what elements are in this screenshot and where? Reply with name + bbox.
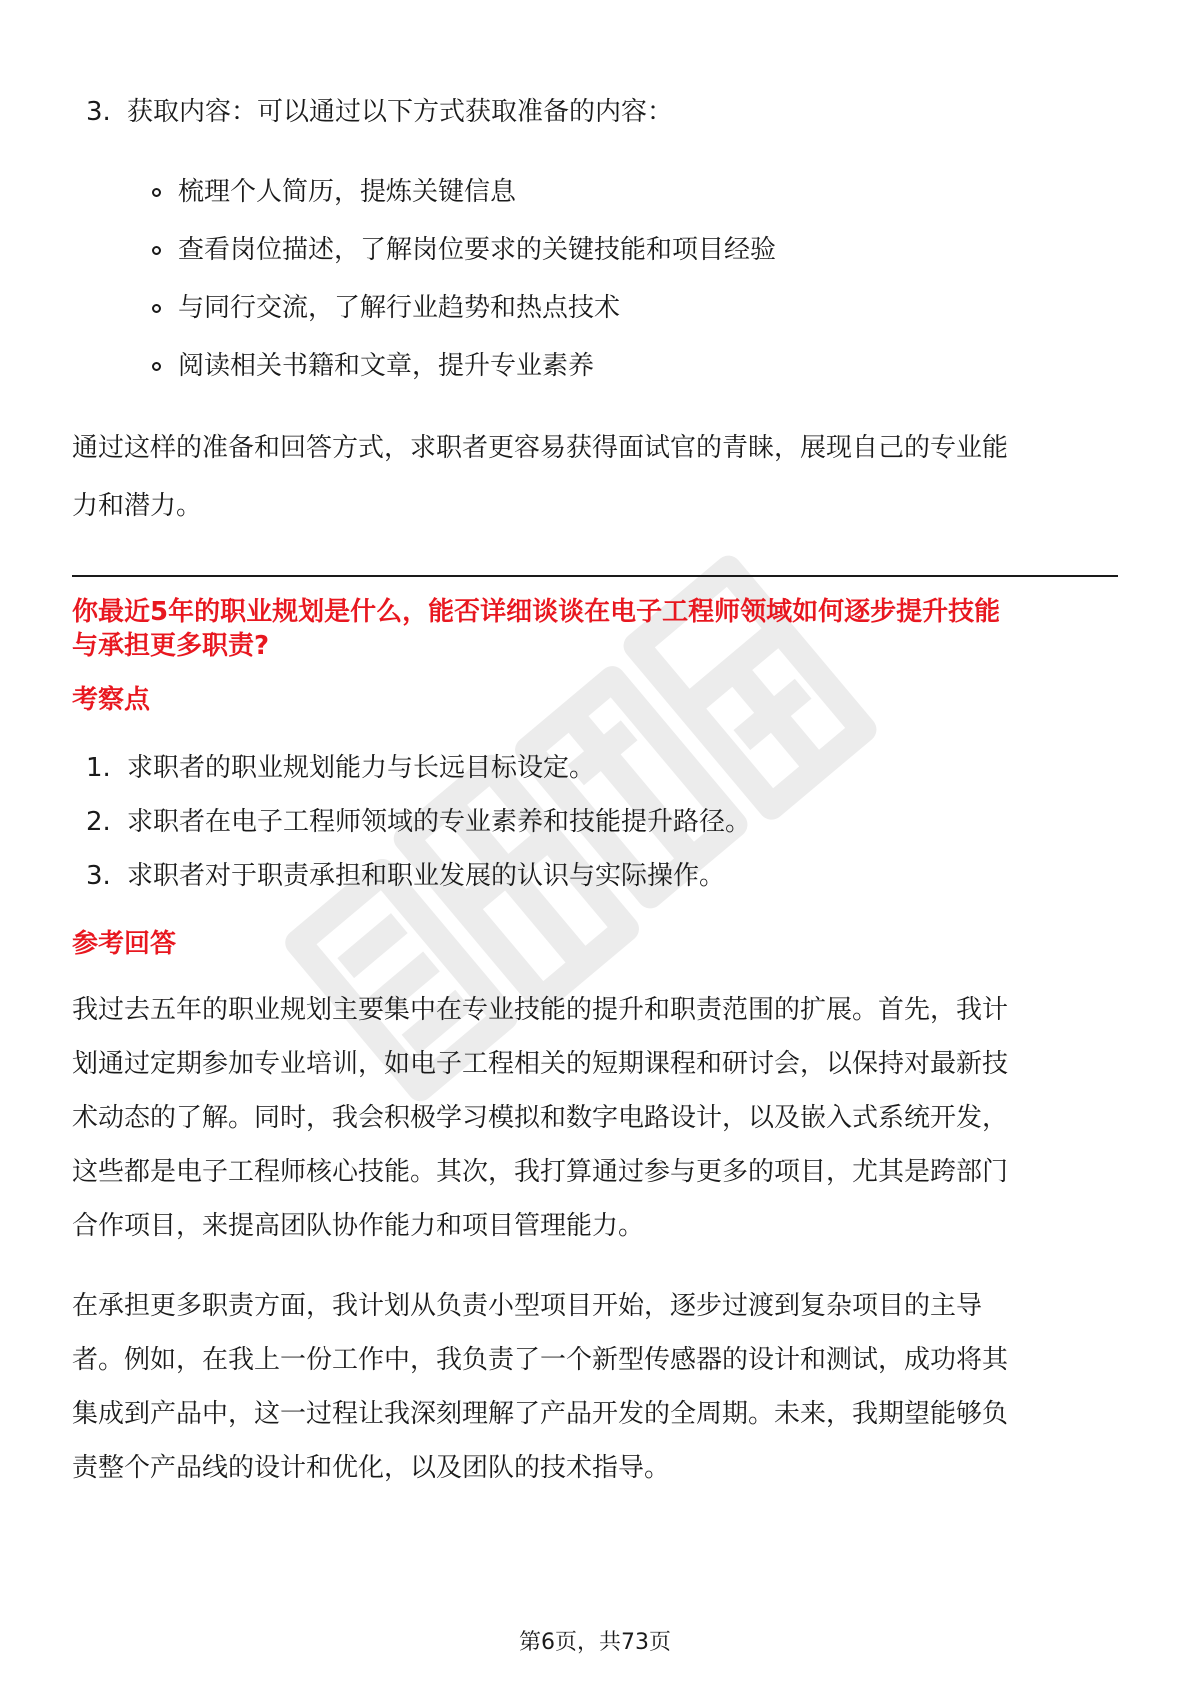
list-item bbox=[72, 795, 1118, 849]
paragraph-line: 合作项目，来提高团队协作能力和项目管理能力。 bbox=[72, 1211, 645, 1241]
paragraph-line: 在承担更多职责方面，我计划从负责小型项目开始，逐步过渡到复杂项目的主导 bbox=[72, 1291, 983, 1321]
hollow-circle-bullet-icon bbox=[152, 188, 161, 197]
page-content bbox=[72, 86, 1118, 1495]
hollow-circle-bullet-icon bbox=[152, 362, 161, 371]
answer-heading: 参考回答 bbox=[72, 929, 177, 959]
list-item bbox=[72, 86, 1118, 138]
points-list bbox=[72, 741, 1118, 903]
bullet-item bbox=[72, 163, 1118, 221]
paragraph-line: 通过这样的准备和回答方式，求职者更容易获得面试官的青睐，展现自己的专业能 bbox=[72, 433, 1009, 463]
answer-paragraph bbox=[72, 983, 1118, 1253]
paragraph-line: 术动态的了解。同时，我会积极学习模拟和数字电路设计，以及嵌入式系统开发， bbox=[72, 1103, 1009, 1133]
hollow-circle-bullet-icon bbox=[152, 246, 161, 255]
list-item bbox=[72, 849, 1118, 903]
top-numbered-list bbox=[72, 86, 1118, 138]
list-item-text: 求职者对于职责承担和职业发展的认识与实际操作。 bbox=[127, 861, 726, 891]
list-item-text: 求职者在电子工程师领域的专业素养和技能提升路径。 bbox=[127, 807, 752, 837]
list-number: 3. bbox=[86, 861, 111, 891]
paragraph-line: 我过去五年的职业规划主要集中在专业技能的提升和职责范围的扩展。首先，我计 bbox=[72, 995, 1009, 1025]
paragraph-line: 集成到产品中，这一过程让我深刻理解了产品开发的全周期。未来，我期望能够负 bbox=[72, 1399, 1009, 1429]
bullet-text: 梳理个人简历，提炼关键信息 bbox=[178, 177, 517, 207]
bullet-text: 与同行交流，了解行业趋势和热点技术 bbox=[178, 293, 621, 323]
paragraph-line: 力和潜力。 bbox=[72, 491, 203, 521]
question-line: 与承担更多职责? bbox=[72, 631, 270, 661]
bullet-item bbox=[72, 279, 1118, 337]
hollow-circle-bullet-icon bbox=[152, 304, 161, 313]
list-item bbox=[72, 741, 1118, 795]
bullet-item bbox=[72, 221, 1118, 279]
answer-paragraph bbox=[72, 1279, 1118, 1495]
bullet-text: 阅读相关书籍和文章，提升专业素养 bbox=[178, 351, 595, 381]
paragraph-line: 责整个产品线的设计和优化，以及团队的技术指导。 bbox=[72, 1453, 671, 1483]
interview-question bbox=[72, 595, 1118, 663]
list-number: 1. bbox=[86, 753, 111, 783]
list-number: 3. bbox=[86, 97, 111, 127]
page-number: 第6页，共73页 bbox=[519, 1630, 671, 1655]
list-item-text: 获取内容：可以通过以下方式获取准备的内容： bbox=[127, 97, 674, 127]
question-line: 你最近5年的职业规划是什么，能否详细谈谈在电子工程师领域如何逐步提升技能 bbox=[72, 597, 1001, 627]
paragraph-line: 划通过定期参加专业培训，如电子工程相关的短期课程和研讨会，以保持对最新技 bbox=[72, 1049, 1009, 1079]
bullet-list bbox=[72, 163, 1118, 395]
section-divider bbox=[72, 575, 1118, 577]
paragraph-line: 这些都是电子工程师核心技能。其次，我打算通过参与更多的项目，尤其是跨部门 bbox=[72, 1157, 1009, 1187]
points-heading: 考察点 bbox=[72, 685, 151, 715]
paragraph-line: 者。例如，在我上一份工作中，我负责了一个新型传感器的设计和测试，成功将其 bbox=[72, 1345, 1009, 1375]
bullet-item bbox=[72, 337, 1118, 395]
summary-paragraph bbox=[72, 419, 1118, 535]
list-item-text: 求职者的职业规划能力与长远目标设定。 bbox=[127, 753, 596, 783]
list-number: 2. bbox=[86, 807, 111, 837]
bullet-text: 查看岗位描述，了解岗位要求的关键技能和项目经验 bbox=[178, 235, 777, 265]
